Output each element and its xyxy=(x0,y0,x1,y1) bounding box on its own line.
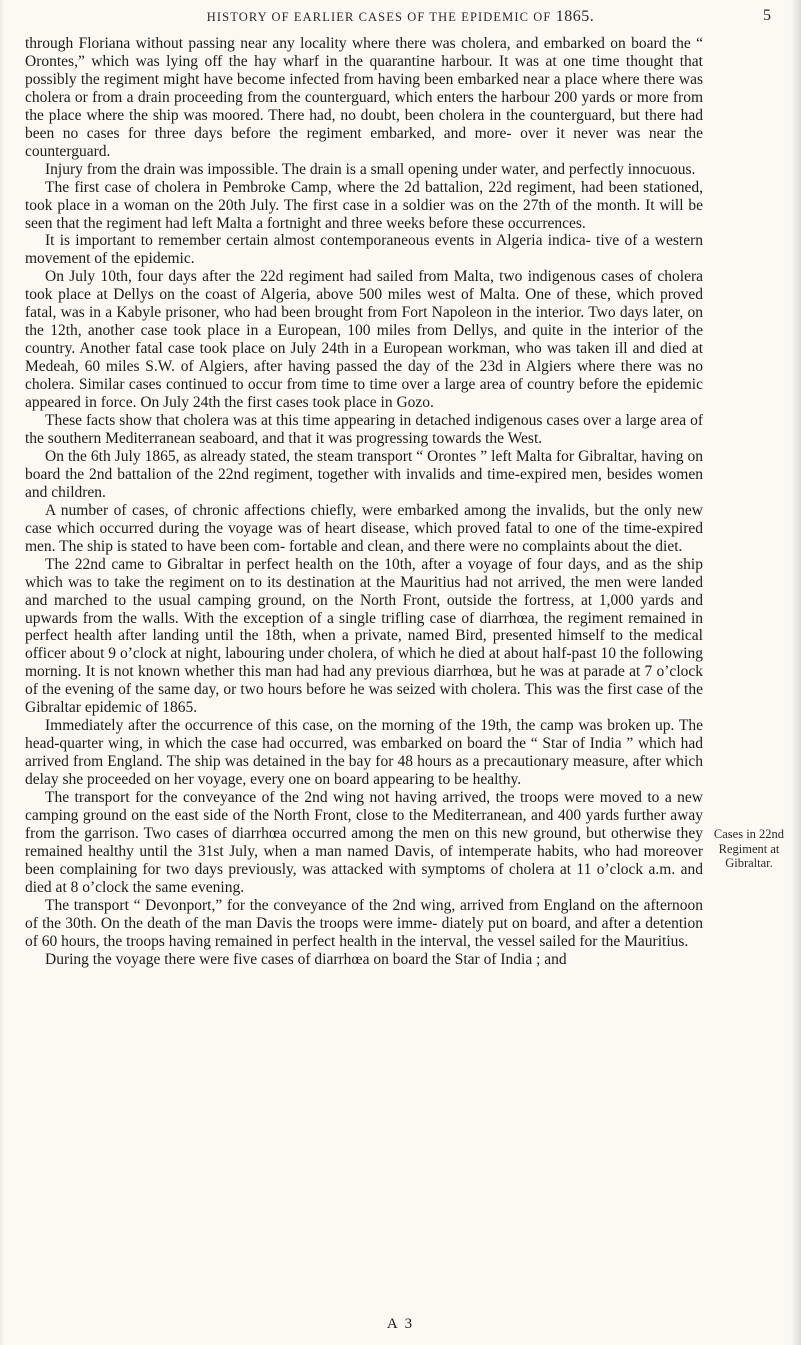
paragraph: The transport “ Devonport,” for the conveyance of the 2nd wing, arrived from England on the afternoon of the 30th. On the death of the man Davis the troops were imme- diately put on board, and after a detention of 60 hours, the troops having remained in perfect health in the interval, the vessel sailed for the Mauritius. xyxy=(25,896,703,950)
paragraph: Immediately after the occurrence of this case, on the morning of the 19th, the camp was broken up. The head-quarter wing, in which the case had occurred, was embarked on board the “ Star of India ” which had arrived from England. The ship was detained in the bay for 48 hours as a precautionary measure, after which delay she proceeded on her voyage, every one on board appearing to be healthy. xyxy=(25,717,703,789)
paragraph: A number of cases, of chronic affections chiefly, were embarked among the invalids, but the only new case which occurred during the voyage was of heart disease, which proved fatal to one of the time-expired men. The ship is stated to have been com- fortable and clean, and there were no complaints about the diet. xyxy=(25,501,703,555)
paragraph: The first case of cholera in Pembroke Camp, where the 2d battalion, 22d regiment, had been stationed, took place in a woman on the 20th July. The first case in a soldier was on the 27th of the month. It will be seen that the regiment had left Malta a fortnight and three weeks before these occurrences. xyxy=(25,178,703,232)
running-header xyxy=(0,8,801,26)
paragraph: The 22nd came to Gibraltar in perfect health on the 10th, after a voyage of four days, and as the ship which was to take the regiment on to its destination at the Mauritius had not arrived, the men were landed and marched to the usual camping ground, on the North Front, outside the fortress, at 1,000 yards and upwards from the walls. With the exception of a single trifling case of diarrhœa, the regiment remained in perfect health after landing until the 18th, when a private, named Bird, presented himself to the medical officer about 9 o’clock at night, labouring under cholera, of which he died at about half-past 10 the following morning. It is not known whether this man had had any previous diarrhœa, but he was at parade at 7 o’clock of the evening of the same day, or two hours before he was seized with cholera. This was the first case of the Gibraltar epidemic of 1865. xyxy=(25,555,703,717)
paragraph: On July 10th, four days after the 22d regiment had sailed from Malta, two indigenous cases of cholera took place at Dellys on the coast of Algeria, above 500 miles west of Malta. One of these, which proved fatal, was in a Kabyle prisoner, who had been brought from Fort Napoleon in the interior. Two days later, on the 12th, another case took place in a European, 100 miles from Dellys, and quite in the interior of the country. Another fatal case took place on July 24th in a European workman, who was taken ill and died at Medeah, 60 miles S.W. of Algiers, after having passed the day of the 23d in Algiers where there was no cholera. Similar cases continued to occur from time to time over a large area of country before the epidemic appeared in force. On July 24th the first cases took place in Gozo. xyxy=(25,268,703,412)
paragraph: The transport for the conveyance of the 2nd wing not having arrived, the troops were moved to a new camping ground on the east side of the North Front, close to the Mediterranean, and 400 yards further away from the garrison. Two cases of diarrhœa occurred among the men on this new ground, but otherwise they remained healthy until the 31st July, when a man named Davis, of intemperate habits, who had moreover been complaining for two days previously, was attacked with symptoms of cholera at 11 o’clock a.m. and died at 8 o’clock the same evening. xyxy=(25,789,703,896)
running-year: 1865. xyxy=(555,8,595,25)
signature-mark: A 3 xyxy=(386,1316,415,1332)
paragraph: Injury from the drain was impossible. The drain is a small opening under water, and perfectly innocuous. xyxy=(45,160,696,178)
page-shadow-right xyxy=(791,0,801,1345)
page-number: 5 xyxy=(763,7,771,24)
paragraph: through Floriana without passing near any locality where there was cholera, and embarked on board the “ Orontes,” which was lying off the hay wharf in the quarantine harbour. It was at one time thought that possibly the regiment might have become infected from having been embarked near a place where there was cholera or from a drain proceeding from the counterguard, which enters the harbour 200 yards or more from the place where the ship was moored. There had, no doubt, been cholera in the counterguard, but there had been no cases for three days before the regiment embarked, and more- over it never was near the counterguard. xyxy=(25,35,703,160)
running-title: HISTORY OF EARLIER CASES OF THE EPIDEMIC OF xyxy=(206,10,556,24)
paragraph: It is important to remember certain almost contemporaneous events in Algeria indica- tive of a western movement of the epidemic. xyxy=(25,232,703,268)
margin-note: Cases in 22nd Regiment at Gibraltar. xyxy=(713,827,785,870)
page-shadow-left xyxy=(0,0,4,1345)
paragraph: These facts show that cholera was at this time appearing in detached indigenous cases over a large area of the southern Mediterranean seaboard, and that it was progressing towards the West. xyxy=(25,412,703,447)
paragraph: On the 6th July 1865, as already stated, the steam transport “ Orontes ” left Malta for Gibraltar, having on board the 2nd battalion of the 22nd regiment, together with invalids and time-expired men, besides women and children. xyxy=(25,447,703,501)
body-text xyxy=(25,35,703,969)
paragraph: During the voyage there were five cases of diarrhœa on board the Star of India ; and xyxy=(45,950,567,968)
